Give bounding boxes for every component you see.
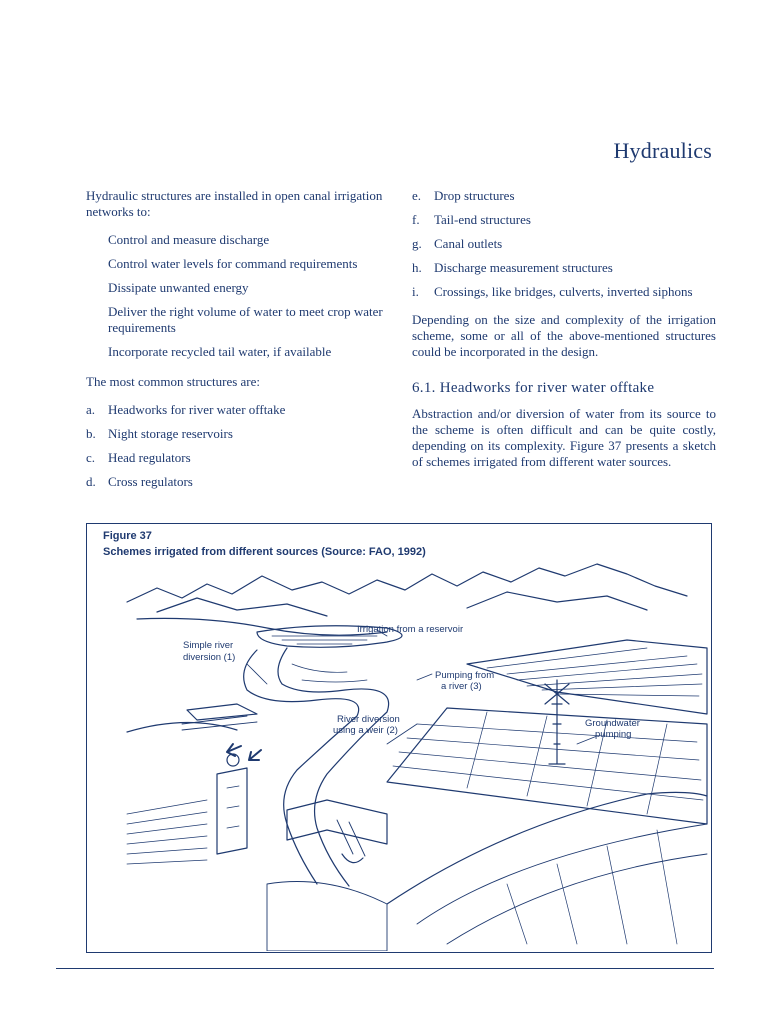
list-item <box>412 188 716 204</box>
purpose-item: Control water levels for command requirements <box>108 256 358 271</box>
list-item <box>412 260 716 276</box>
list-text: Head regulators <box>108 450 191 465</box>
list-text: Crossings, like bridges, culverts, inverted siphons <box>434 284 693 299</box>
callout-simple-river-1: Simple river <box>183 640 234 651</box>
right-column <box>412 188 716 482</box>
callout-pumping-1: Pumping from <box>435 670 495 681</box>
list-marker: e. <box>412 188 422 203</box>
list-marker: a. <box>86 402 96 417</box>
list-text: Tail-end structures <box>434 212 531 227</box>
list-marker: b. <box>86 426 96 441</box>
list-item <box>86 474 386 490</box>
list-marker: d. <box>86 474 96 489</box>
list-text: Drop structures <box>434 188 515 203</box>
structures-list-right <box>412 188 716 300</box>
list-item <box>86 450 386 466</box>
list-item <box>412 212 716 228</box>
figure-37 <box>86 523 712 953</box>
crop-rows <box>387 792 707 904</box>
callout-simple-river-2: diversion (1) <box>183 652 236 663</box>
section-heading: 6.1. Headworks for river water offtake <box>412 380 655 396</box>
purpose-item: Control and measure discharge <box>108 232 270 247</box>
list-marker: g. <box>412 236 422 251</box>
section-paragraph: Abstraction and/or diversion of water from its source to the scheme is often difficult and can be quite costly, depending on its complexity. Figure 37 presents a sketch of schemes irrigated from different water sources. <box>412 406 716 469</box>
river <box>244 650 359 884</box>
list-marker: i. <box>412 284 419 299</box>
callout-reservoir: Irrigation from a reservoir <box>357 624 464 635</box>
list-text: Canal outlets <box>434 236 503 251</box>
footer-rule <box>56 968 714 969</box>
page-title: Hydraulics <box>613 138 712 163</box>
callout-groundwater-2: pumping <box>595 729 632 740</box>
left-column <box>86 188 386 498</box>
lake <box>467 640 707 714</box>
windmill <box>549 694 565 764</box>
intro-paragraph: Hydraulic structures are installed in open canal irrigation networks to: <box>86 188 383 219</box>
purpose-item: Incorporate recycled tail water, if available <box>108 344 332 359</box>
figure-label: Figure 37 <box>103 530 152 542</box>
fields-left <box>187 704 257 720</box>
purpose-item: Dissipate unwanted energy <box>108 280 249 295</box>
callout-pumping-2: a river (3) <box>441 681 482 692</box>
depending-paragraph: Depending on the size and complexity of the irrigation scheme, some or all of the above-mentioned structures could be incorporated in the design. <box>412 312 716 359</box>
list-text: Discharge measurement structures <box>434 260 613 275</box>
structures-intro: The most common structures are: <box>86 374 261 389</box>
list-text: Night storage reservoirs <box>108 426 233 441</box>
callout-groundwater-1: Groundwater <box>585 718 640 729</box>
headworks <box>217 768 247 854</box>
list-item <box>412 236 716 252</box>
figure-caption: Schemes irrigated from different sources (Source: FAO, 1992) <box>103 546 426 558</box>
purpose-item: Deliver the right volume of water to meet crop water requirements <box>108 304 383 335</box>
list-marker: h. <box>412 260 422 275</box>
list-marker: c. <box>86 450 96 465</box>
structures-list-left <box>86 402 386 490</box>
list-marker: f. <box>412 212 420 227</box>
list-text: Headworks for river water offtake <box>108 402 286 417</box>
callout-weir-2: using a weir (2) <box>333 725 398 736</box>
list-item <box>412 284 716 300</box>
callout-weir-1: River diversion <box>337 714 400 725</box>
list-item <box>86 402 386 418</box>
weir <box>287 800 387 844</box>
list-item <box>86 426 386 442</box>
list-text: Cross regulators <box>108 474 193 489</box>
